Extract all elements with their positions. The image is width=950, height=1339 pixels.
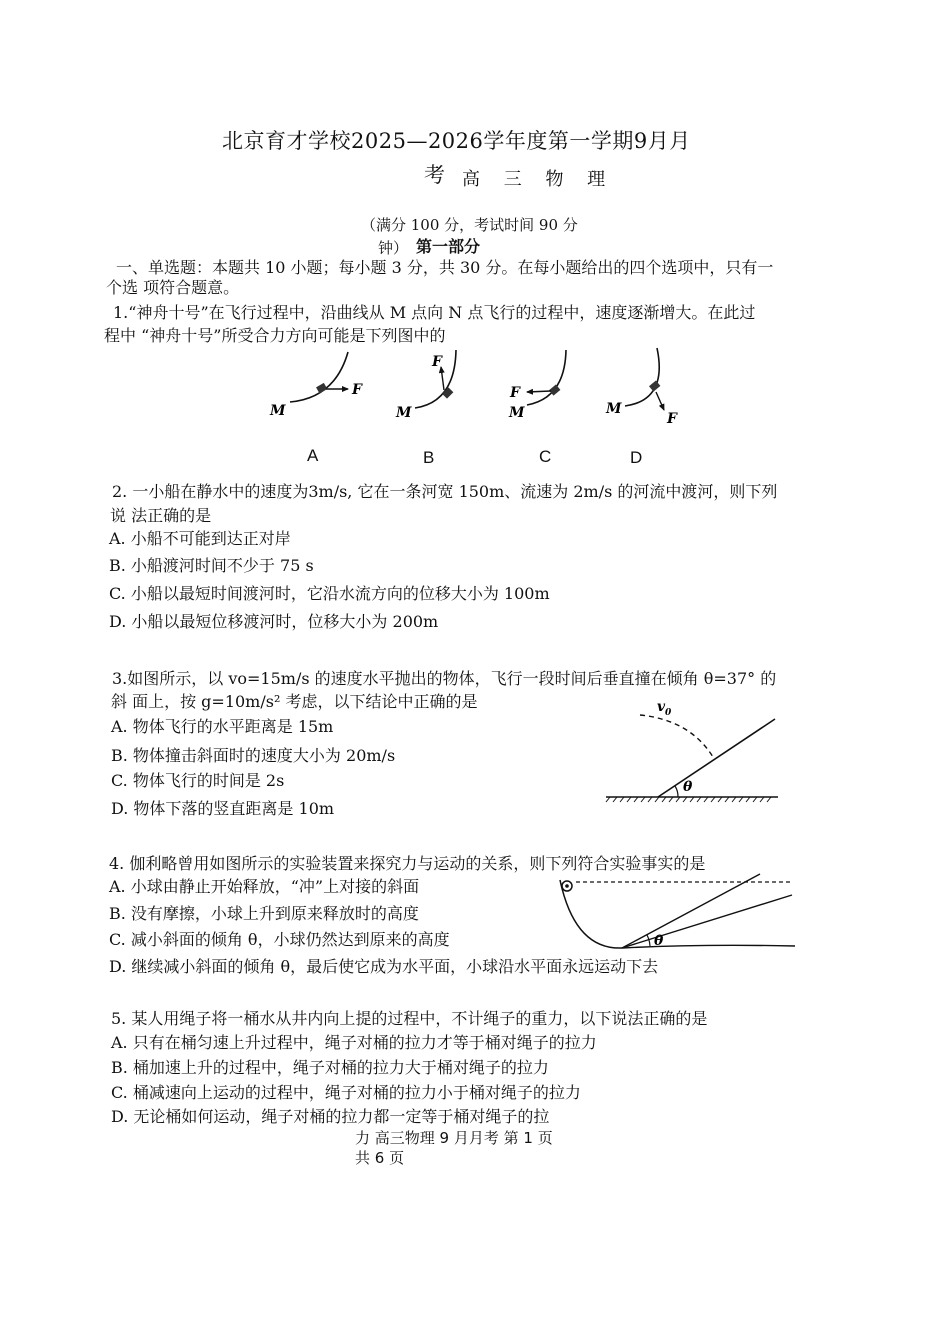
q1-option-b[interactable]: B [423, 448, 435, 467]
q3-v0-label: v [657, 699, 666, 715]
q1-option-b-diagram [395, 350, 456, 421]
section-intro: 一、单选题：本题共 10 小题；每小题 3 分，共 30 分。在每小题给出的四个选项中，只有一 [116, 258, 774, 277]
trajectory [640, 715, 713, 757]
q3-stem-cont: 斜 面上，按 g=10m/s² 考虑，以下结论中正确的是 [111, 692, 478, 711]
q5-option-b[interactable]: B. 桶加速上升的过程中，绳子对桶的拉力大于桶对绳子的拉力 [111, 1058, 549, 1077]
incline [658, 719, 775, 797]
q1-b-label-m: M [396, 405, 412, 421]
q2-option-c[interactable]: C. 小船以最短时间渡河时，它沿水流方向的位移大小为 100m [109, 584, 550, 603]
q2-option-a[interactable]: A. 小船不可能到达正对岸 [109, 529, 291, 548]
q1-stem-cont: 程中 “神舟十号”所受合力方向可能是下列图中的 [104, 326, 446, 345]
q1-option-a[interactable]: A [307, 446, 319, 465]
exam-title: 北京育才学校2025—2026学年度第一学期9月月 [222, 129, 691, 153]
q4-stem: 4. 伽利略曾用如图所示的实验装置来探究力与运动的关系，则下列符合实验事实的是 [109, 854, 706, 873]
q1-option-d[interactable]: D [630, 448, 643, 467]
q3-stem: 3.如图所示，以 vo=15m/s 的速度水平抛出的物体，飞行一段时间后垂直撞在倾角 θ=37° 的 [112, 669, 777, 688]
exam-title-continued: 考 [424, 163, 446, 187]
q3-theta-label: θ [683, 779, 693, 795]
q1-a-label-f: F [352, 382, 362, 398]
q2-stem-cont: 说 法正确的是 [110, 506, 212, 525]
q5-option-c[interactable]: C. 桶减速向上运动的过程中，绳子对桶的拉力小于桶对绳子的拉力 [111, 1083, 581, 1102]
subject-title: 高 三 物 理 [462, 169, 615, 190]
q5-option-d[interactable]: D. 无论桶如何运动，绳子对桶的拉力都一定等于桶对绳子的拉 [111, 1107, 550, 1126]
q4-option-c[interactable]: C. 减小斜面的倾角 θ，小球仍然达到原来的高度 [109, 930, 450, 949]
horizontal-track [622, 945, 795, 948]
q2-option-d[interactable]: D. 小船以最短位移渡河时，位移大小为 200m [109, 612, 439, 631]
q1-option-c-diagram [508, 350, 566, 421]
q3-v0-subscript: 0 [665, 708, 672, 718]
q1-b-label-f: F [432, 354, 442, 370]
q2-option-b[interactable]: B. 小船渡河时间不少于 75 s [109, 556, 314, 575]
page-footer: 力 高三物理 9 月月考 第 1 页 [355, 1129, 553, 1147]
q2-stem: 2. 一小船在静水中的速度为3m/s, 它在一条河宽 150m、流速为 2m/s 的河流中渡河，则下列 [112, 482, 778, 501]
q1-option-d-diagram [605, 348, 678, 427]
q1-c-label-f: F [510, 385, 520, 401]
q1-option-a-diagram [269, 352, 363, 419]
q1-d-label-m: M [606, 401, 622, 417]
q3-option-d[interactable]: D. 物体下落的竖直距离是 10m [111, 799, 335, 818]
page-count: 共 6 页 [355, 1149, 405, 1167]
q1-a-label-m: M [270, 403, 286, 419]
q1-option-c[interactable]: C [539, 447, 552, 466]
section-intro-cont: 个选 项符合题意。 [106, 278, 240, 297]
q3-option-a[interactable]: A. 物体飞行的水平距离是 15m [111, 717, 334, 736]
q1-d-label-f: F [667, 411, 677, 427]
q4-option-a[interactable]: A. 小球由静止开始释放，“冲”上对接的斜面 [109, 877, 420, 896]
q4-option-d[interactable]: D. 继续减小斜面的倾角 θ，最后使它成为水平面，小球沿水平面永远运动下去 [109, 957, 659, 976]
q1-stem: 1.“神舟十号”在飞行过程中，沿曲线从 M 点向 N 点飞行的过程中，速度逐渐增大。在此过 [113, 303, 756, 322]
q3-option-c[interactable]: C. 物体飞行的时间是 2s [111, 771, 285, 790]
exam-info-cont: 钟） [378, 239, 409, 257]
q4-option-b[interactable]: B. 没有摩擦，小球上升到原来释放时的高度 [109, 904, 419, 923]
q3-option-b[interactable]: B. 物体撞击斜面时的速度大小为 20m/s [111, 746, 396, 765]
q5-option-a[interactable]: A. 只有在桶匀速上升过程中，绳子对桶的拉力才等于桶对绳子的拉力 [111, 1033, 597, 1052]
part-heading: 第一部分 [416, 237, 481, 256]
q1-c-label-m: M [509, 405, 525, 421]
q5-stem: 5. 某人用绳子将一桶水从井内向上提的过程中，不计绳子的重力，以下说法正确的是 [111, 1009, 708, 1028]
q4-theta-label: θ [654, 933, 664, 949]
exam-info: （满分 100 分，考试时间 90 分 [361, 216, 578, 234]
